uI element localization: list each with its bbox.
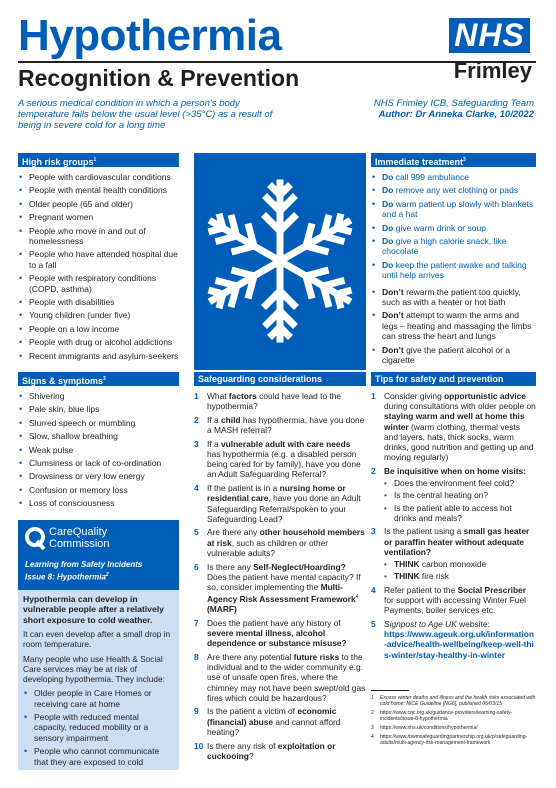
ageuk-link[interactable]: https://www.ageuk.org.uk/information-advice/health-wellbeing/keep-well-this-winter/stay-healthy-in-winter xyxy=(384,629,534,660)
tip-subitem: • Is the central heating on? xyxy=(384,490,536,500)
tips-heading: Tips for safety and prevention xyxy=(371,372,536,386)
safeguarding-item: 5 Are there any other household members at risk, such as children or other vulnerable adults? xyxy=(194,527,365,558)
footnote-divider xyxy=(371,690,409,691)
page-title: Hypothermia xyxy=(18,11,282,60)
signs-heading: Signs & symptoms$^3$ xyxy=(18,372,179,386)
tip-subitem: • Does the environment feel cold? xyxy=(384,478,536,488)
safeguarding-item: 4 If the patient is in a nursing home or residential care, have you done an Adult Safeguarding Referral/spoken to your Safeguarding Lead? xyxy=(194,483,361,524)
org-name: NHS Frimley ICB, Safeguarding Team xyxy=(373,98,534,109)
tips-section xyxy=(371,372,536,663)
cqc-content xyxy=(18,590,179,770)
high-risk-item: • People with disabilities xyxy=(18,297,179,307)
high-risk-item: • Young children (under five) xyxy=(18,310,179,320)
high-risk-item: • People who move in and out of homelessness xyxy=(18,226,179,247)
dont-item: • Don’t attempt to warm the arms and legs – heating and massaging the limbs can stress the heart and lungs xyxy=(371,310,536,341)
cqc-learning: Learning from Safety Incidents Issue 8: Hypothermia$^2$ xyxy=(25,560,143,582)
nhs-logo-place: Frimley xyxy=(453,58,532,83)
author-name: Author: Dr Anneka Clarke, 10/2022 xyxy=(378,109,534,120)
safeguarding-item: 1 What factors could have lead to the hypothermia? xyxy=(194,391,342,412)
do-item: • Do give a high calorie snack, like chocolate xyxy=(371,236,536,257)
high-risk-heading: High risk groups$^1$ xyxy=(18,153,179,167)
treatment-section xyxy=(371,153,536,369)
signs-list xyxy=(18,391,179,509)
high-risk-section xyxy=(18,153,179,364)
cqc-logo-icon xyxy=(24,526,46,550)
sign-item: • Weak pulse xyxy=(18,445,179,455)
signs-section xyxy=(18,372,179,512)
cqc-item: • People who cannot communicate that they are exposed to cold xyxy=(23,746,174,767)
author-block xyxy=(330,98,534,120)
sign-item: • Confusion or memory loss xyxy=(18,485,179,495)
cqc-para1: It can even develop after a small drop in room temperature. xyxy=(23,629,171,650)
high-risk-list xyxy=(18,172,179,361)
page-subtitle: Recognition & Prevention xyxy=(18,65,300,91)
high-risk-item: • Pregnant women xyxy=(18,212,179,222)
safeguarding-list xyxy=(194,391,366,761)
high-risk-item: • People who have attended hospital due to a fall xyxy=(18,249,179,270)
snowflake-icon xyxy=(194,153,366,370)
tip-item: 5 Signpost to Age UK website: https://www.ageuk.org.uk/information-advice/health-wellbeing/keep-well-this-winter/stay-healthy-in-winter xyxy=(371,619,534,660)
sign-item: • Shivering xyxy=(18,391,179,401)
nhs-logo: NHS xyxy=(449,18,530,53)
cqc-list xyxy=(23,688,174,767)
tip-subitem: • Is the patient able to access hot drinks and meals? xyxy=(384,503,536,523)
intro-text: A serious medical condition in which a person’s body temperature falls below the usual level (>35°C) as a result of being in severe cold for a long time xyxy=(18,98,273,131)
cqc-item: • People with reduced mental capacity, reduced mobility or a sensory impairment xyxy=(23,712,174,743)
do-item: • Do remove any wet clothing or pads xyxy=(371,185,536,195)
do-item: • Do give warm drink or soup xyxy=(371,223,536,233)
sign-item: • Loss of consciousness xyxy=(18,498,179,508)
do-list xyxy=(371,172,536,281)
sign-item: • Clumsiness or lack of co-ordination xyxy=(18,458,179,468)
tips-list xyxy=(371,391,536,660)
dont-item: • Don’t rewarm the patient too quickly, such as with a heater or hot bath xyxy=(371,287,536,308)
cqc-lead: Hypothermia can develop in vulnerable people after a relatively short exposure to cold weather. xyxy=(23,594,164,625)
dont-item: • Don’t give the patient alcohol or a cigarette xyxy=(371,345,536,366)
sign-item: • Slurred speech or mumbling xyxy=(18,418,179,428)
high-risk-item: • People with mental health conditions xyxy=(18,185,179,195)
safeguarding-heading: Safeguarding considerations xyxy=(194,372,366,386)
cqc-item: • Older people in Care Homes or receiving care at home xyxy=(23,688,174,709)
cqc-para2: Many people who use Health & Social Care services may be at risk of developing hypothermia. They include: xyxy=(23,653,165,685)
safeguarding-item: 3 If a vulnerable adult with care needs has hypothermia (e.g. a disabled person being cared for by family), have you done an Adult Safeguarding Referral? xyxy=(194,438,361,480)
high-risk-item: • Recent immigrants and asylum-seekers xyxy=(18,351,179,361)
tip-subitem: • THINK fire risk xyxy=(384,571,536,581)
footnote: 3 https://www.nhs.uk/conditions/hypothermia/ xyxy=(371,725,478,732)
sign-item: • Slow, shallow breathing xyxy=(18,431,179,441)
do-item: • Do call 999 ambulance xyxy=(371,172,536,182)
sign-item: • Drowsiness or very low energy xyxy=(18,471,179,481)
footnote: 4 https://www.rbwmsafeguardingpartnership.org.uk/p/safeguarding-adults/multi-agency-risk-management-framework xyxy=(371,733,528,747)
tip-item: 3 Is the patient using a small gas heater or paraffin heater without adequate ventilation? • THINK carbon monoxide • THINK fire risk xyxy=(371,526,536,581)
tip-item: 1 Consider giving opportunistic advice during consultations with older people on staying warm and well at home this winter (warm clothing, thermal vests and layers, hats, thick socks, warm drinks, good nutrition and getting up and moving regularly) xyxy=(371,391,536,463)
safeguarding-section xyxy=(194,372,366,765)
footnote: 1 Excess winter deaths and illness and the health risks associated with cold home: NICE Guideline [NG6], published 05/03/15 xyxy=(371,695,536,708)
tip-item: 4 Refer patient to the Social Prescriber for support with accessing Winter Fuel Payments, boiler services etc. xyxy=(371,584,526,616)
footnotes xyxy=(371,695,539,749)
do-item: • Do warm patient up slowly with blankets and a hat xyxy=(371,199,536,220)
tip-subitem: • THINK carbon monoxide xyxy=(384,559,536,569)
high-risk-item: • People on a low income xyxy=(18,324,179,334)
tip-item: 2 Be inquisitive when on home visits: • Does the environment feel cold? • Is the central heating on? • Is the patient able to access hot drinks and meals? xyxy=(371,466,536,523)
treatment-heading: Immediate treatment$^3$ xyxy=(371,153,536,167)
safeguarding-item: 6 Is there any Self-Neglect/Hoarding? Does the patient have mental capacity? If so, consider implementing the Multi-Agency Risk Assessment Framework$^4$ (MARF) xyxy=(194,561,361,615)
cqc-logo-text: CareQuality Commission xyxy=(49,526,110,550)
cqc-header xyxy=(18,520,179,590)
high-risk-item: • People with respiratory conditions (COPD, asthma) xyxy=(18,273,179,294)
safeguarding-item: 7 Does the patient have any history of severe mental illness, alcohol dependence or substance misuse? xyxy=(194,617,347,649)
snowflake-image xyxy=(194,153,366,370)
high-risk-item: • People with drug or alcohol addictions xyxy=(18,337,179,347)
safeguarding-item: 9 Is the patient a victim of economic (financial) abuse and cannot afford heating? xyxy=(194,706,341,737)
high-risk-item: • Older people (65 and older) xyxy=(18,199,179,209)
safeguarding-item: 10 Is there any risk of exploitation or cuckooing? xyxy=(194,740,336,761)
do-item: • Do keep the patient awake and talking until help arrives xyxy=(371,260,536,281)
footnote: 2 https://www.cqc.org.uk/guidance-providers/learning-safety-incidents/issue-8-hypothermia xyxy=(371,710,513,723)
sign-item: • Pale skin, blue lips xyxy=(18,404,179,414)
high-risk-item: • People with cardiovascular conditions xyxy=(18,172,179,182)
safeguarding-item: 8 Are there any potential future risks to the individual and to the wider community e.g. use of unsafe open fires, where the chimney may not have been swept/old gas fires which could be hazardous? xyxy=(194,651,366,703)
safeguarding-item: 2 If a child has hypothermia, have you done a MASH referral? xyxy=(194,414,365,436)
dont-list xyxy=(371,287,536,366)
